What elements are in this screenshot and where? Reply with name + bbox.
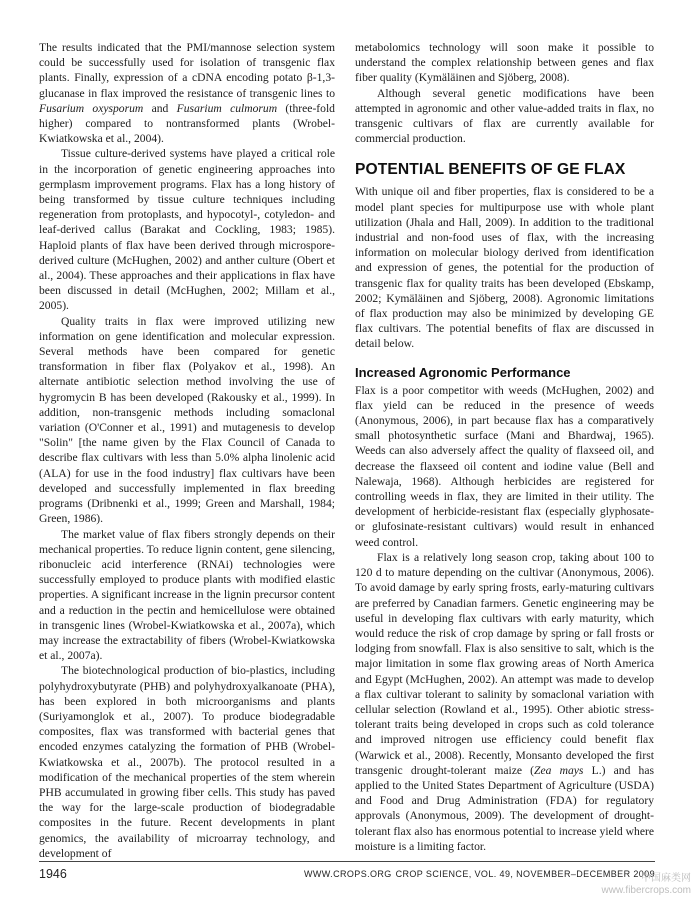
species-name: Fusarium culmorum (176, 101, 278, 115)
paragraph-tissue-culture: Tissue culture-derived systems have played a critical role in the incorporation of genetic engineering approaches into germplasm improvement programs. Flax has a long history of being transformed by tissue culture techniques including regeneration from protoplasts, and hypocotyl-, cotyledon- and leaf-derived callus (Barakat and Cockling, 1983; 1985). Haploid plants of flax have been derived through microspore-derived culture (McHughen, 2002) and anther culture (Obert et al., 2004). These approaches and their applications in flax have been discussed in detail (McHughen, 2002; Millam et al., 2005). (39, 147, 335, 313)
page-footer (39, 867, 655, 883)
subsection-heading: Increased Agronomic Performance (355, 364, 571, 380)
paragraph-pmi-selection: The results indicated that the PMI/mannose selection system could be successfully used for isolation of transgenic flax plants. Finally, expression of a cDNA encoding potato β-1,3-glucanase in flax improved the resistance of transgenic lines to Fusarium oxysporum and Fusarium culmorum (three-fold higher) compared to nontransformed plants (Wrobel-Kwiatkowska et al., 2004). (39, 41, 335, 146)
journal-citation: CROP SCIENCE, VOL. 49, NOVEMBER–DECEMBER 2009 (395, 869, 655, 879)
species-name: Zea mays (534, 763, 584, 777)
paragraph-bioplastics: The biotechnological production of bio-plastics, including polyhydroxybutyrate (PHB) and polyhydroxyalkanoate (PHA), has been explored in both microorganisms and plants (Suriyamonglok et al., 2007). To produce biodegradable composites, flax was transformed with bacterial genes that encoded enzymes catalyzing the formation of PHB (Wrobel-Kwiatkowska et al., 2007b). The protocol resulted in a modification of the mechanical properties of the stem wherein PHB accumulated in growing fiber cells. This study has paved the way for the large-scale production of biodegradable composites in the future. Recent developments in plant genomics, the availability of microarray technology, and development of (39, 664, 335, 860)
left-column (39, 40, 335, 861)
paragraph-weeds: Flax is a poor competitor with weeds (McHughen, 2002) and flax yield can be reduced in the presence of weeds (Anonymous, 2006), in part because flax has a comparatively small photosynthetic surface (Mani and Bhardwaj, 1965). Weeds can also adversely affect the quality of flaxseed oil, and decrease the flaxseed oil content and iodine value (Bell and Nalewaja, 1968). Although herbicides are registered for controlling weeds in flax, they are limited in their utility. The development of herbicide-resistant flax (especially glyphosate- or glufosinate-resistant cultivars) would result in enhanced weed control. (355, 383, 654, 549)
footer-url: WWW.CROPS.ORG (304, 869, 392, 879)
paragraph-unique-properties: With unique oil and fiber properties, flax is considered to be a model plant species for multipurpose use with whole plant utilization (Jhala and Hall, 2009). In addition to the traditional industrial and non-food uses of flax, with the increasing information on molecular biology derived from identification and expression of genes, the potential for the production of transgenic flax for quality traits has been developed (Ebskamp, 2002; Kymäläinen and Sjöberg, 2008). Agronomic limitations of flax production may also be minimized by developing GE flax cultivars. The potential benefits of flax are discussed in detail below. (355, 185, 654, 351)
page-number: 1946 (39, 867, 67, 881)
footer-rule (39, 861, 655, 862)
watermark: 中国麻类网 www.fibercrops.com (601, 873, 691, 896)
right-column (355, 40, 654, 854)
paragraph-metabolomics: metabolomics technology will soon make it possible to understand the complex relationship between genes and flax fiber quality (Kymäläinen and Sjöberg, 2008). (355, 41, 654, 85)
paragraph-fiber-market: The market value of flax fibers strongly depends on their mechanical properties. To reduce lignin content, gene silencing, ribonucleic acid interference (RNAi) technologies were successfully employed to produce plants with modified elastic properties. A significant increase in the lignin precursor content and a reduction in the pectin and hemicellulose were obtained in transgenic lines (Wrobel-Kwiatkowska et al., 2007a), which may increase the extractability of fibers (Wrobel-Kwiatkowska et al., 2007a). (39, 527, 335, 663)
paragraph-season-crop: Flax is a relatively long season crop, taking about 100 to 120 d to mature depending on the cultivar (Anonymous, 2006). To avoid damage by early spring frosts, early-maturing cultivars are preferred by Canadian farmers. Genetic engineering may be useful in developing flax cultivars with early maturity, which would reduce the risk of crop damage by spring or fall frosts or lodging from snowfall. Flax is also sensitive to salt, which is the major limitation in some flax growing areas of North America and Egypt (McHughen, 2002). An attempt was made to develop a flax cultivar tolerant to salinity by somaclonal variation with cellular selection (Rowland et al., 1995). Other abiotic stress-tolerant traits being developed in crops such as cold tolerance and improved nitrogen use efficiency could benefit flax (Warwick et al., 2008). Recently, Monsanto developed the first transgenic drought-tolerant maize (Zea mays L.) and has applied to the United States Department of Agriculture (USDA) and Food and Drug Administration (FDA) for regulatory approvals (Anonymous, 2009). The development of drought-tolerant flax also has enormous potential to increase yield where moisture is a limiting factor. (355, 550, 655, 853)
paragraph-no-transgenic-cultivars: Although several genetic modifications have been attempted in agronomic and other value-added traits in flax, no transgenic cultivars of flax are currently available for commercial production. (355, 86, 654, 146)
species-name: Fusarium oxysporum (39, 101, 144, 115)
section-heading: POTENTIAL BENEFITS OF GE FLAX (355, 161, 626, 179)
paragraph-quality-traits: Quality traits in flax were improved utilizing new information on gene identification and molecular expression. Several methods have been compared for genetic transformation in fiber flax (Polyakov et al., 1998). An alternate antibiotic selection method involving the use of hygromycin B has been developed (Rakousky et al., 1999). In addition, non-transgenic methods including somaclonal variation (O'Conner et al., 1991) and mutagenesis to develop "Solin" [the name given by the Flax Council of Canada to describe flax cultivars with less than 5.0% alpha linolenic acid (ALA) for use in the food industry] flax cultivars have been developed and successfully implemented in flax breeding programs (Dribnenki et al., 1999; Green and Marshall, 1984; Green, 1986). (39, 314, 335, 526)
